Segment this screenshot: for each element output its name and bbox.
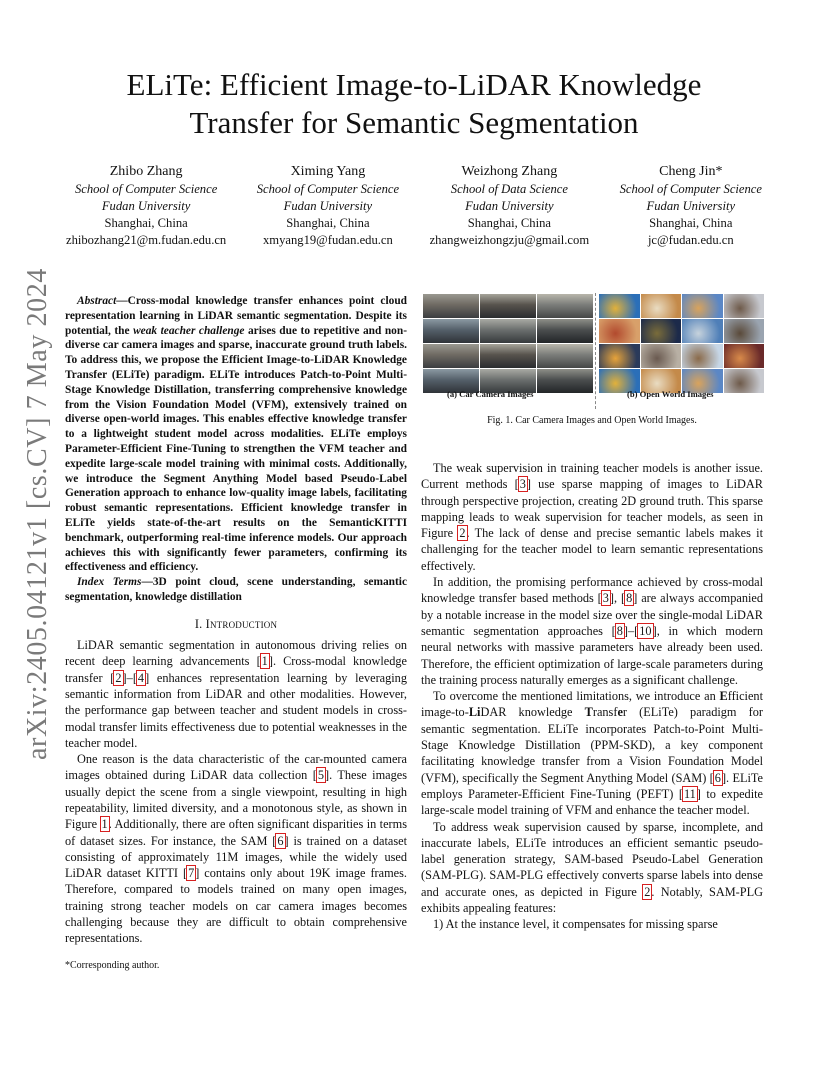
author-location: Shanghai, China <box>286 216 370 230</box>
citation-link[interactable]: 4 <box>137 670 145 685</box>
subfigure-caption-b: (b) Open World Images <box>627 389 714 399</box>
citation-link[interactable]: 6 <box>277 833 284 848</box>
text-run: use sparse mapping of images to LiDAR through perspective projection, creating 2D ground truth. This sparse mapping leads to weak supervision for teacher models, as seen in Figure <box>421 477 763 541</box>
abstract <box>65 294 407 575</box>
car-camera-thumbnail <box>422 343 480 369</box>
author-location: Shanghai, China <box>104 216 188 230</box>
author-2 <box>257 162 399 249</box>
car-camera-thumbnail <box>479 343 537 369</box>
text-run: . The lack of dense and precise semantic labels makes it challenging for the teacher model to learn semantic representations effectively. <box>421 526 763 573</box>
car-camera-thumbnail <box>536 318 594 344</box>
text-run: DAR knowledge <box>480 705 585 720</box>
figure-link[interactable]: 2 <box>459 526 466 541</box>
car-camera-thumbnail <box>422 318 480 344</box>
intro-paragraph-4: In addition, the promising performance achieved by cross-modal knowledge transfer based methods [3], [8] are always accompanied by a notable increase in the model size over the single-modal LiDAR semantic segmentation approaches [8]–[10], in which modern neural networks with massive parameters have already been used. Therefore, the efficient optimization of large-scale parameters during the training process naturally emerges as a significant challenge. <box>421 575 763 687</box>
citation-link[interactable]: 10 <box>639 623 652 638</box>
left-column <box>65 294 407 947</box>
text-run: , <box>614 591 621 606</box>
author-name: Cheng Jin* <box>659 164 723 179</box>
open-world-thumbnail <box>681 343 724 369</box>
footnote: *Corresponding author. <box>65 960 160 971</box>
text-run: . These images usually depict the scene from a single viewpoint, resulting in high repeatability, limited diversity, and a monotonous style, as shown in Figure <box>65 768 407 832</box>
open-world-thumbnail <box>598 293 641 319</box>
author-3 <box>430 162 590 249</box>
citation-link[interactable]: 11 <box>683 786 696 801</box>
author-location: Shanghai, China <box>649 216 733 230</box>
open-world-thumbnail <box>640 293 683 319</box>
feature-list-item-1: 1) At the instance level, it compensates for missing sparse <box>433 917 718 932</box>
open-world-thumbnail <box>723 368 766 394</box>
bold-letter: Li <box>468 705 481 720</box>
car-camera-thumbnail <box>479 318 537 344</box>
text-run: In addition, the promising performance achieved by cross-modal knowledge transfer based methods <box>421 575 763 606</box>
citation-link[interactable]: 3 <box>602 591 609 606</box>
text-run: r (ELiTe) paradigm for semantic segmentation. ELiTe incorporates Patch-to-Point Multi-Stage Knowledge Distillation (PPM-SKD), a key component facilitating knowledge transfer from a Vision Foundation Model (VFM), specifically the Segment Anything Model (SAM) <box>421 705 763 785</box>
text-run: One reason is the data characteristic of the car-mounted camera images obtained during LiDAR data collection <box>65 752 407 783</box>
figure-divider <box>595 293 596 409</box>
bold-letter: E <box>719 689 728 704</box>
figure-link[interactable]: 1 <box>101 817 108 832</box>
abstract-text-1: —Cross-modal knowledge transfer enhances point cloud representation learning in LiDAR semantic segmentation. Despite its potential, the <box>65 295 407 337</box>
text-run: . Cross-modal knowledge transfer <box>65 654 407 685</box>
author-institution: School of Data Science <box>450 182 568 196</box>
section-number: I. <box>194 616 206 631</box>
index-terms-label: Index Terms <box>77 576 142 589</box>
author-name: Weizhong Zhang <box>461 164 558 179</box>
index-terms-text: —3D point cloud, scene understanding, semantic segmentation, knowledge distillation <box>65 576 407 603</box>
citation-link[interactable]: 6 <box>714 770 721 785</box>
open-world-thumbnail <box>640 343 683 369</box>
open-world-thumbnail <box>681 318 724 344</box>
open-world-thumbnail <box>681 293 724 319</box>
citation-link[interactable]: 3 <box>519 477 526 492</box>
citation-link[interactable]: 5 <box>317 768 324 783</box>
arxiv-identifier[interactable]: arXiv:2405.04121v1 [cs.CV] 7 May 2024 <box>22 268 53 760</box>
right-column <box>421 460 763 933</box>
open-world-thumbnail <box>723 318 766 344</box>
text-run: To overcome the mentioned limitations, we introduce an <box>433 689 720 704</box>
car-camera-thumbnail <box>536 343 594 369</box>
text-run: . Additionally, there are often significant disparities in terms of dataset sizes. For instance, the SAM <box>65 817 407 848</box>
car-camera-thumbnail <box>536 368 594 394</box>
author-name: Zhibo Zhang <box>109 164 183 179</box>
title-line-2: Transfer for Semantic Segmentation <box>189 105 639 140</box>
figure-caption: Fig. 1. Car Camera Images and Open World Images. <box>487 415 697 426</box>
text-run: LiDAR semantic segmentation in autonomous driving relies on recent deep learning advancements <box>65 638 407 669</box>
text-run: are always accompanied by a notable increase in the model size over the single-modal LiDAR semantic segmentation approaches <box>421 591 763 638</box>
open-world-thumbnail <box>598 318 641 344</box>
text-run: The weak supervision in training teacher models is another issue. Current methods <box>421 461 763 492</box>
text-run: contains only about 19K image frames. Therefore, compared to models trained on many open images, training strong teacher models on car camera images becomes challenging because they are difficult to obtain comprehensive representations. <box>65 866 407 946</box>
author-email[interactable]: jc@fudan.edu.cn <box>647 233 734 247</box>
author-location: Shanghai, China <box>467 216 551 230</box>
intro-paragraph-1: LiDAR semantic segmentation in autonomous driving relies on recent deep learning advancements [1]. Cross-modal knowledge transfer [2]–[4] enhances representation learning by leveraging semantic information from LiDAR and other modalities. However, the performance gap between teacher and student models in cross-modal transfer limits effectiveness due to potential weaknesses in the teacher model. <box>65 638 407 750</box>
author-block <box>66 162 762 249</box>
open-world-thumbnail <box>723 293 766 319</box>
text-run: . ELiTe employs Parameter-Efficient Fine-Tuning (PEFT) <box>421 770 763 801</box>
text-run: , in which modern neural networks with massive parameters have already been used. Therefore, the efficient optimization of large-scale parameters during the training process naturally emerges as a significant challenge. <box>421 623 763 687</box>
figure-link[interactable]: 2 <box>644 884 651 899</box>
section-title: Introduction <box>205 616 278 631</box>
citation-link[interactable]: 8 <box>626 591 633 606</box>
author-4 <box>620 162 762 249</box>
author-name: Ximing Yang <box>290 164 366 179</box>
author-email[interactable]: zhangweizhongzju@gmail.com <box>429 233 590 247</box>
text-run: to expedite large-scale model training of VFM and enhance the teacher model. <box>421 786 763 818</box>
citation-link[interactable]: 1 <box>261 654 268 669</box>
car-camera-thumbnail <box>536 293 594 319</box>
author-email[interactable]: zhibozhang21@m.fudan.edu.cn <box>66 233 227 247</box>
text-run: is trained on a dataset consisting of approximately 11M images, while the widely used LiDAR dataset KITTI <box>65 833 407 881</box>
subfigure-caption-a: (a) Car Camera Images <box>447 389 534 399</box>
paper-title <box>60 66 768 142</box>
author-university: Fudan University <box>646 199 736 213</box>
abstract-label: Abstract <box>77 295 117 307</box>
author-institution: School of Computer Science <box>74 182 218 196</box>
text-run: ransf <box>592 705 618 720</box>
car-camera-thumbnail <box>479 293 537 319</box>
author-institution: School of Computer Science <box>619 182 762 196</box>
text-run: enhances representation learning by leveraging semantic information from LiDAR and other modalities. However, the performance gap between teacher and student models in cross-modal transfer limits effectiveness due to potential weaknesses in the teacher model. <box>65 670 407 750</box>
author-email[interactable]: xmyang19@fudan.edu.cn <box>263 233 393 247</box>
intro-paragraph-5: To overcome the mentioned limitations, we introduce an Efficient image-to-LiDAR knowledge Transfer (ELiTe) paradigm for semantic segmentation. ELiTe incorporates Patch-to-Point Multi-Stage Knowledge Distillation (PPM-SKD), a key component facilitating knowledge transfer from a Vision Foundation Model (VFM), specifically the Segment Anything Model (SAM) [6]. ELiTe employs Parameter-Efficient Fine-Tuning (PEFT) [11] to expedite large-scale model training of VFM and enhance the teacher model. <box>421 689 763 818</box>
open-world-thumbnail <box>723 343 766 369</box>
text-run: – <box>126 670 133 685</box>
intro-paragraph-3: The weak supervision in training teacher models is another issue. Current methods [3] use sparse mapping of images to LiDAR through perspective projection, creating 2D ground truth. This sparse mapping leads to weak supervision for teacher models, as seen in Figure 2. The lack of dense and precise semantic labels makes it challenging for the teacher model to learn semantic representations effectively. <box>421 461 763 573</box>
index-terms <box>65 575 407 605</box>
text-run: fficient image-to- <box>421 689 763 720</box>
citation-link[interactable]: 8 <box>616 623 623 638</box>
author-university: Fudan University <box>283 199 373 213</box>
abstract-text-2: arises due to repetitive and non-diverse car camera images and sparse, inaccurate ground truth labels. To address this, we propose the Efficient Image-to-LiDAR Knowledge Transfer (ELiTe) paradigm. ELiTe introduces Patch-to-Point Multi-Stage Knowledge Distillation, transferring comprehensive knowledge from the Vision Foundation Model (VFM), extensively trained on diverse open-world images. This enables effective knowledge transfer to a lightweight student model across modalities. ELiTe employs Parameter-Efficient Fine-Tuning to strengthen the VFM teacher and expedite large-scale model training with minimal costs. Additionally, we introduce the Segment Anything Model based Pseudo-Label Generation approach to enhance low-quality image labels, facilitating robust semantic representations. Efficient knowledge transfer in ELiTe yields state-of-the-art results on the SemanticKITTI benchmark, outperforming real-time inference models. Our approach achieves this with significantly fewer parameters, confirming its effectiveness and efficiency. <box>65 324 408 574</box>
text-run: – <box>628 623 635 638</box>
author-1 <box>66 162 226 249</box>
citation-link[interactable]: 7 <box>188 866 195 881</box>
abstract-emphasis: weak teacher challenge <box>133 324 245 337</box>
open-world-thumbnail <box>598 343 641 369</box>
intro-paragraph-6 <box>421 819 763 917</box>
author-university: Fudan University <box>101 199 191 213</box>
figure-1 <box>421 293 763 426</box>
title-line-1: ELiTe: Efficient Image-to-LiDAR Knowledge <box>126 67 702 102</box>
open-world-thumbnail <box>640 318 683 344</box>
section-heading-introduction <box>65 616 407 632</box>
text-run: To address weak supervision caused by sparse, incomplete, and inaccurate labels, ELiTe introduces an efficient semantic pseudo-label generation strategy, SAM-based Pseudo-Label Generation (SAM-PLG). SAM-PLG effectively converts sparse labels into dense and accurate ones, as depicted in Figure <box>421 819 763 899</box>
bold-letter: e <box>617 705 623 720</box>
text-run: . Notably, SAM-PLG exhibits appealing features: <box>421 884 764 916</box>
citation-link[interactable]: 2 <box>115 670 122 685</box>
figure-image-grid <box>421 293 763 393</box>
intro-paragraph-2: One reason is the data characteristic of the car-mounted camera images obtained during LiDAR data collection [5]. These images usually depict the scene from a single viewpoint, resulting in high repeatability, limited diversity, and a monotonous style, as shown in Figure 1. Additionally, there are often significant disparities in terms of dataset sizes. For instance, the SAM [6] is trained on a dataset consisting of approximately 11M images, while the widely used LiDAR dataset KITTI [7] contains only about 19K image frames. Therefore, compared to models trained on many open images, training strong teacher models on car camera images becomes challenging because they are difficult to obtain comprehensive representations. <box>65 752 407 946</box>
author-university: Fudan University <box>465 199 554 213</box>
car-camera-thumbnail <box>422 293 480 319</box>
author-institution: School of Computer Science <box>256 182 400 196</box>
bold-letter: T <box>584 705 593 720</box>
